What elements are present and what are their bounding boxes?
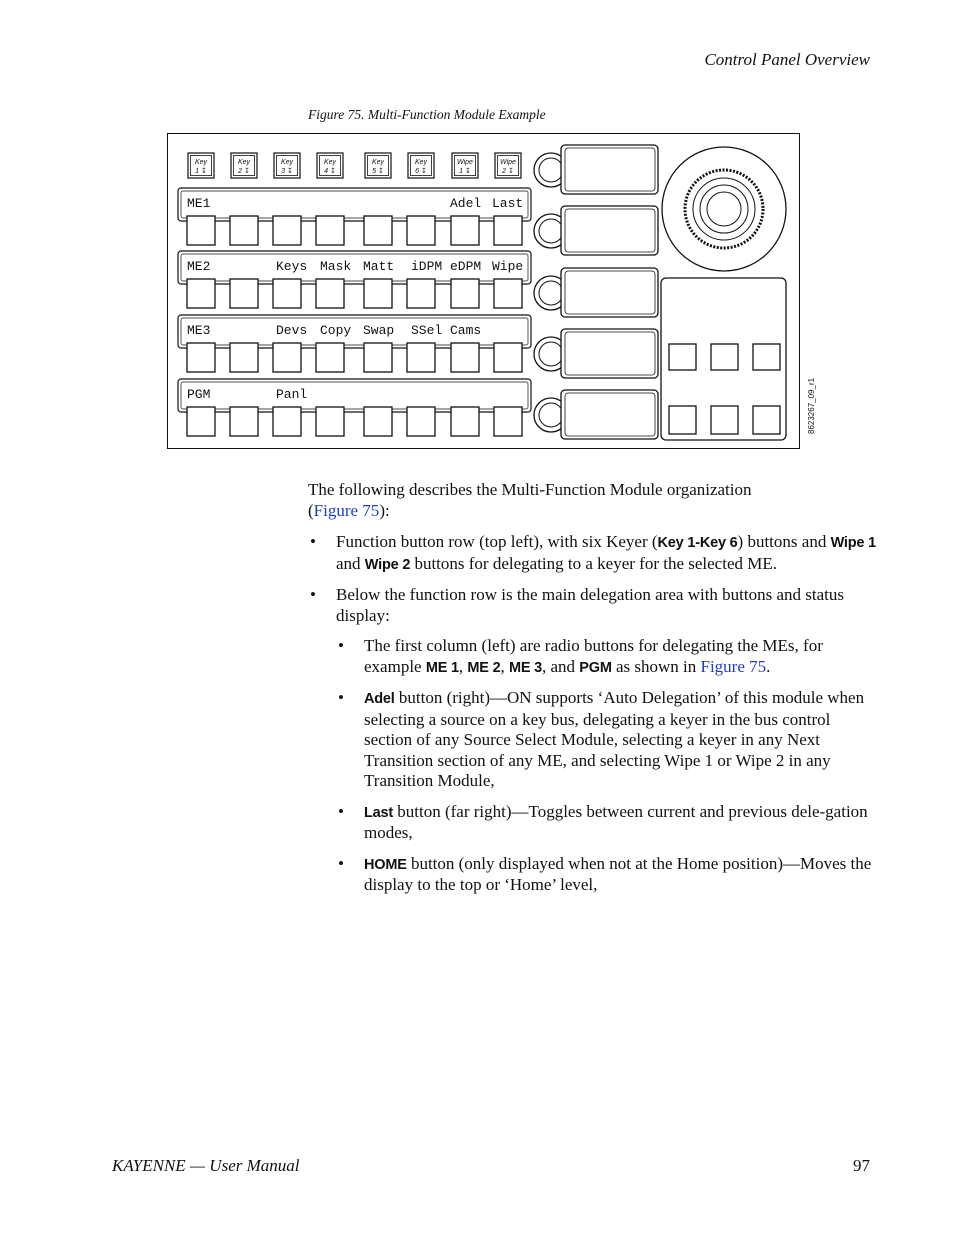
delegation-button[interactable] [273, 216, 301, 245]
display-label: Matt [363, 259, 395, 274]
delegation-button[interactable] [451, 343, 479, 372]
function-button-label: Key [280, 159, 294, 166]
function-button-number: 1 ↧ [195, 168, 207, 175]
soft-key[interactable] [561, 145, 658, 194]
body-text [308, 480, 878, 906]
bullet-list [308, 532, 878, 896]
figure-caption: Figure 75. Multi-Function Module Example [308, 107, 546, 122]
figure-link[interactable]: Figure 75 [700, 656, 767, 676]
delegation-button[interactable] [407, 279, 435, 308]
intro-paragraph: The following describes the Multi-Function Module organization (Figure 75): [308, 480, 752, 520]
function-button-label: Key [323, 159, 337, 166]
display-label: Mask [320, 259, 352, 274]
delegation-button[interactable] [364, 216, 392, 245]
function-button-number: 2 ↧ [238, 168, 250, 175]
display-label: Keys [276, 259, 308, 274]
delegation-button[interactable] [316, 343, 344, 372]
figure-link[interactable]: Figure 75 [313, 500, 380, 520]
delegation-button[interactable] [451, 407, 479, 436]
function-button-label: Key [371, 159, 385, 166]
page-number: 97 [853, 1156, 870, 1175]
side-panel-indicator [711, 344, 738, 370]
list-item: • HOME button (only displayed when not at the Home position)—Moves the display to the top or ‘Home’ level, [336, 854, 878, 896]
delegation-button[interactable] [316, 407, 344, 436]
sub-bullet-list [336, 636, 878, 896]
delegation-button[interactable] [451, 216, 479, 245]
rotary-knob-grip [685, 170, 763, 248]
delegation-button[interactable] [273, 343, 301, 372]
delegation-button[interactable] [494, 216, 522, 245]
function-button-label: Wipe [457, 159, 473, 166]
display-label: PGM [187, 387, 211, 402]
function-button-label: Key [237, 159, 251, 166]
part-number: 8623267_09_r1 [807, 377, 816, 434]
delegation-button[interactable] [407, 343, 435, 372]
delegation-button[interactable] [494, 279, 522, 308]
delegation-button[interactable] [364, 343, 392, 372]
list-item: • Below the function row is the main delegation area with buttons and status display: • The first column (left) are radio buttons for delegating the MEs, for example ME 1, ME 2, ME 3, and PGM as shown in Figure 75. • Adel button (right)—ON supports ‘Auto Delegation’ of this module when selecting a source on a key bus, delegating a keyer in the bus control section of any Source Select Module, selecting a keyer in any Next Transition section of any ME, and selecting Wipe 1 or Wipe 2 in any Transition Module, • Last button (far right)—Toggles between current and previous dele-gation modes, • HOME button (only displayed when not at the Home position)—Moves the display to the top or ‘Home’ level, [308, 585, 878, 896]
delegation-button[interactable] [316, 279, 344, 308]
display-label: Devs [276, 323, 308, 338]
delegation-button[interactable] [407, 407, 435, 436]
delegation-button[interactable] [230, 279, 258, 308]
delegation-button[interactable] [187, 343, 215, 372]
soft-key[interactable] [561, 390, 658, 439]
display-label: Swap [363, 323, 395, 338]
display-label: Panl [276, 387, 308, 402]
delegation-button[interactable] [494, 407, 522, 436]
delegation-button[interactable] [187, 216, 215, 245]
multi-function-module-figure [167, 133, 816, 449]
delegation-button[interactable] [187, 279, 215, 308]
display-label: iDPM [411, 259, 443, 274]
display-label: ME1 [187, 196, 211, 211]
function-button-number: 5 ↧ [372, 168, 384, 175]
display-label: SSel [411, 323, 443, 338]
display-label: ME3 [187, 323, 211, 338]
delegation-button[interactable] [407, 216, 435, 245]
function-button-label: Key [194, 159, 208, 166]
delegation-button[interactable] [494, 343, 522, 372]
running-header: Control Panel Overview [704, 50, 870, 69]
module-diagram [168, 134, 816, 448]
function-button-label: Key [414, 159, 428, 166]
function-button-number: 2 ↧ [502, 168, 514, 175]
delegation-button[interactable] [230, 407, 258, 436]
function-button-number: 6 ↧ [415, 168, 427, 175]
footer-manual-title: KAYENNE — User Manual [112, 1156, 300, 1175]
display-label: ME2 [187, 259, 211, 274]
soft-key[interactable] [561, 268, 658, 317]
side-panel-button[interactable] [711, 406, 738, 434]
display-label: Last [492, 196, 524, 211]
function-button-label: Wipe [500, 159, 516, 166]
list-item: • Last button (far right)—Toggles between current and previous dele-gation modes, [336, 802, 878, 844]
delegation-button[interactable] [230, 343, 258, 372]
delegation-button[interactable] [187, 407, 215, 436]
side-panel-indicator [753, 344, 780, 370]
delegation-button[interactable] [451, 279, 479, 308]
side-panel-indicator [669, 344, 696, 370]
delegation-button[interactable] [273, 407, 301, 436]
soft-key[interactable] [561, 329, 658, 378]
delegation-button[interactable] [364, 279, 392, 308]
delegation-button[interactable] [364, 407, 392, 436]
display-label: Copy [320, 323, 352, 338]
side-panel-button[interactable] [753, 406, 780, 434]
display-label: Wipe [492, 259, 524, 274]
function-button-number: 1 ↧ [459, 168, 471, 175]
display-label: Adel [450, 196, 482, 211]
delegation-button[interactable] [273, 279, 301, 308]
display-label: eDPM [450, 259, 482, 274]
display-label: Cams [450, 323, 482, 338]
function-button-number: 3 ↧ [281, 168, 293, 175]
list-item: • The first column (left) are radio buttons for delegating the MEs, for example ME 1, ME 2, ME 3, and PGM as shown in Figure 75. [336, 636, 878, 678]
delegation-button[interactable] [230, 216, 258, 245]
side-panel-button[interactable] [669, 406, 696, 434]
function-button-number: 4 ↧ [324, 168, 336, 175]
soft-key[interactable] [561, 206, 658, 255]
list-item: • Function button row (top left), with six Keyer (Key 1-Key 6) buttons and Wipe 1 and Wipe 2 buttons for delegating to a keyer for the selected ME. [308, 532, 878, 575]
delegation-button[interactable] [316, 216, 344, 245]
list-item: • Adel button (right)—ON supports ‘Auto Delegation’ of this module when selecting a source on a key bus, delegating a keyer in the bus control section of any Source Select Module, selecting a keyer in any Next Transition section of any ME, and selecting Wipe 1 or Wipe 2 in any Transition Module, [336, 688, 878, 792]
